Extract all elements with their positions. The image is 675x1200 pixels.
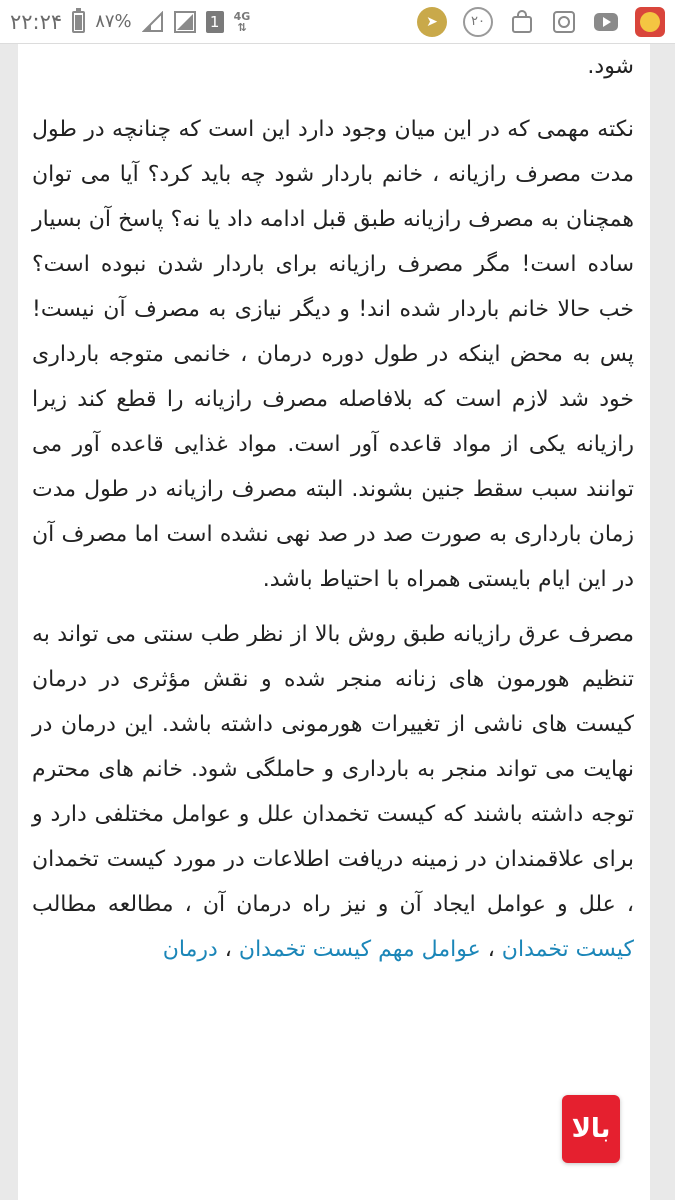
camera-icon (551, 9, 577, 35)
telegram-icon: ➤ (417, 7, 447, 37)
link-separator: ، (217, 937, 239, 962)
paragraph-1: نکته مهمی که در این میان وجود دارد این است که چنانچه در طول مدت مصرف رازیانه ، خانم باردار شود چه باید کرد؟ آیا می توان همچنان به مصرف رازیانه طبق قبل ادامه داد یا نه؟ پاسخ آن بسیار ساده است! مگر مصرف رازیانه برای باردار شدن نبوده است؟ خب حالا خانم باردار شده اند! و دیگر نیازی به مصرف آن نیست! پس به محض اینکه در طول دوره درمان ، خانمی متوجه بارداری خود شد لازم است که بلافاصله مصرف رازیانه را قطع کند زیرا رازیانه یکی از مواد قاعده آور است. مواد غذایی قاعده آور می توانند سبب سقط جنین بشوند. البته مصرف رازیانه در طول مدت زمان بارداری به صورت صد در صد نهی نشده است اما مصرف آن در این ایام بایستی همراه با احتیاط باشد. (32, 117, 634, 592)
link-separator: ، (480, 937, 502, 962)
article-body (18, 44, 650, 972)
network-label: 4G (233, 9, 251, 23)
clock: ۲۲:۲۴ (10, 9, 63, 34)
link-ovarian-cyst[interactable]: کیست تخمدان (501, 937, 634, 962)
signal-icon (142, 11, 164, 33)
status-bar (0, 0, 675, 44)
link-treatment[interactable]: درمان (162, 937, 218, 962)
battery-icon (72, 11, 85, 33)
paragraph-2-text: مصرف عرق رازیانه طبق روش بالا از نظر طب سنتی می تواند به تنظیم هورمون های زنانه منجر شده و نقش مؤثری در درمان کیست های ناشی از تغییرات هورمونی داشته باشد. این درمان در نهایت می تواند منجر به بارداری و حاملگی شود. خانم های محترم توجه داشته باشند که کیست تخمدان علل و عوامل مختلفی دارد و برای علاقمندان در زمینه دریافت اطلاعات در مورد کیست تخمدان ، علل و عوامل ایجاد آن و نیز راه درمان آن ، مطالعه مطالب (32, 622, 634, 917)
sim-badge: 1 (206, 11, 224, 33)
notification-count-badge: ۲۰ (463, 7, 493, 37)
app-notification-icon (635, 7, 665, 37)
status-left (10, 10, 250, 34)
battery-percent: ۸۷% (95, 11, 132, 32)
paragraph-0: شود. (587, 54, 634, 79)
youtube-icon (593, 9, 619, 35)
article-page[interactable] (18, 44, 650, 1200)
shopping-bag-icon (509, 9, 535, 35)
network-type: 4G ⇅ (233, 9, 251, 34)
paragraph-2 (32, 612, 634, 972)
signal-icon-2 (174, 11, 196, 33)
status-right (417, 7, 665, 37)
back-to-top-button[interactable]: بالا (562, 1095, 620, 1163)
link-ovarian-cyst-causes[interactable]: عوامل مهم کیست تخمدان (238, 937, 481, 962)
